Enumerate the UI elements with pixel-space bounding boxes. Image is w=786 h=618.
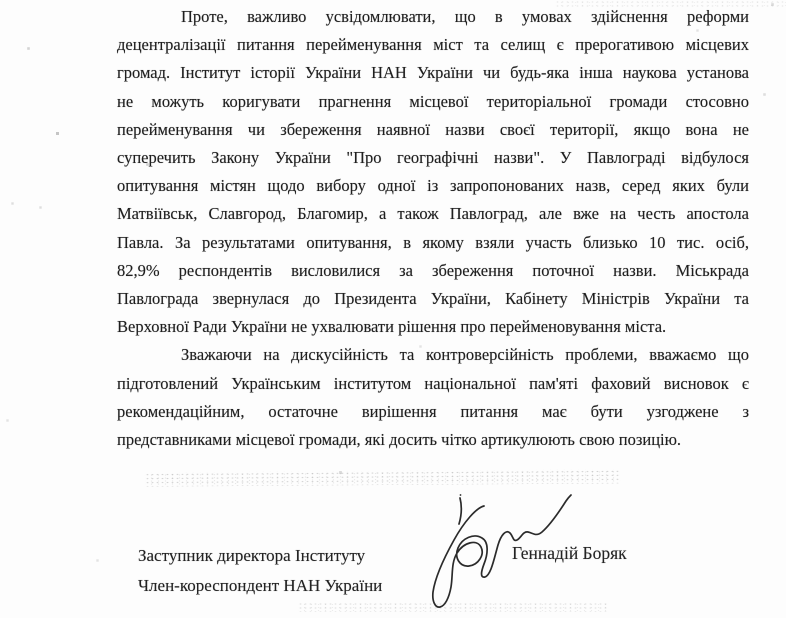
paragraph-line: Зважаючи на дискусійність та контроверсійність проблеми, вважаємо що <box>181 345 749 365</box>
paragraph-line: Павлограда звернулася до Президента України, Кабінету Міністрів України та <box>117 289 749 309</box>
paragraph-line: перейменування чи збереження наявної назви своєї території, якщо вона не <box>117 119 749 139</box>
paragraph-line: Матвіївськ, Славгород, Благомир, а також Павлоград, але вже на честь апостола <box>117 204 749 224</box>
scan-noise-band <box>298 602 608 612</box>
signer-position-line: Заступник директора Інституту <box>138 546 366 565</box>
signer-position-line: Член-кореспондент НАН України <box>138 575 383 595</box>
paragraph-line: не можуть коригувати прагнення місцевої територіальної громади стосовно <box>117 91 749 111</box>
letter-body <box>117 3 749 454</box>
paragraph-line: Проте, важливо усвідомлювати, що в умовах здійснення реформи <box>181 7 749 26</box>
paragraph-line: підготовлений Українським інститутом національної пам'яті фаховий висновок є <box>117 373 749 393</box>
scan-speckles <box>0 0 1 1</box>
paragraph-line: рекомендаційним, остаточне вирішення питання має бути узгоджене з <box>117 401 749 421</box>
signer-name: Геннадій Боряк <box>512 543 627 563</box>
paragraph-line: суперечить Закону України "Про географічні назви". У Павлограді відбулося <box>117 148 749 168</box>
paragraph-line: Верховної Ради України не ухвалювати рішення про перейменовування міста. <box>117 317 667 337</box>
signer-position-block <box>138 541 382 600</box>
scan-noise-band <box>145 469 620 486</box>
scan-noise-band <box>555 0 786 7</box>
paragraph-line: представниками місцевої громади, які досить чітко артикулюють свою позицію. <box>117 430 682 450</box>
paragraph-line: децентралізації питання перейменування міст та селищ є прерогативою місцевих <box>117 35 749 55</box>
paragraph-line: громад. Інститут історії України НАН України чи будь-яка інша наукова установа <box>117 63 749 83</box>
paragraph-line: опитування містян щодо вибору одної із запропонованих назв, серед яких були <box>117 176 749 196</box>
paragraph-line: 82,9% респондентів висловилися за збереження поточної назви. Міськрада <box>117 260 749 280</box>
paragraph-line: Павла. За результатами опитування, в якому взяли участь близько 10 тис. осіб, <box>117 232 749 252</box>
